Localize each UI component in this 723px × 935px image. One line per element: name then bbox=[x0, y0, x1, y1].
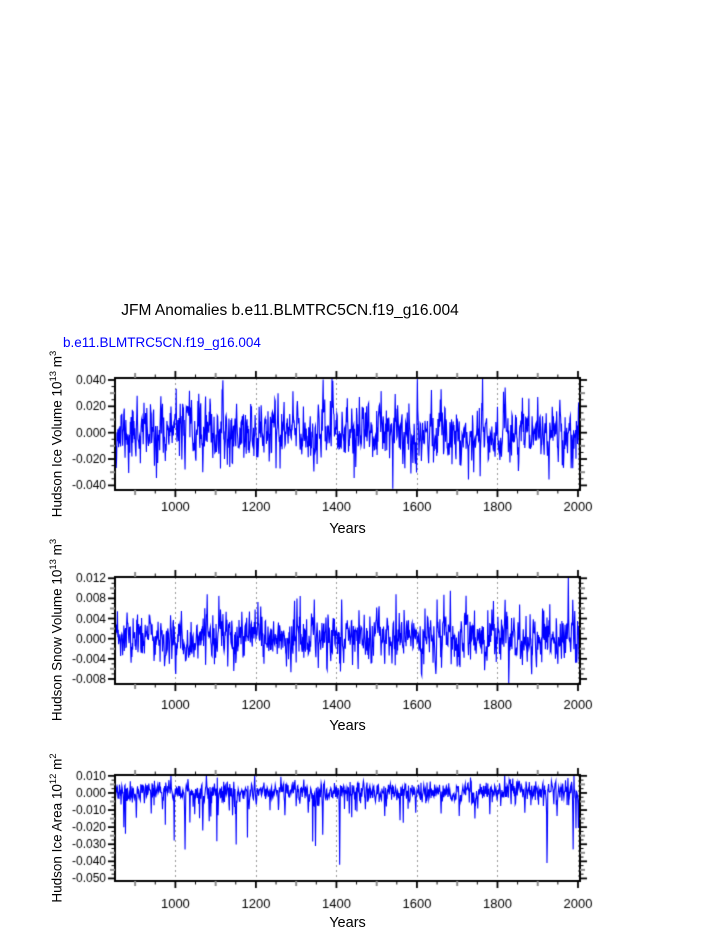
y-axis-label-ice-volume: 3 bbox=[47, 350, 59, 356]
ice-volume-chart-canvas bbox=[45, 364, 615, 524]
snow-volume-chart-canvas bbox=[45, 563, 615, 723]
y-axis-label-ice-area: 2 bbox=[47, 753, 59, 759]
legend-series-label: b.e11.BLMTRC5CN.f19_g16.004 bbox=[63, 335, 261, 350]
x-axis-label-panel2: Years bbox=[329, 718, 366, 734]
chart-title: JFM Anomalies b.e11.BLMTRC5CN.f19_g16.004 bbox=[121, 302, 459, 319]
x-axis-label-panel1: Years bbox=[329, 521, 366, 537]
ice-area-chart-canvas bbox=[45, 761, 615, 921]
x-axis-label-panel3: Years bbox=[329, 915, 366, 931]
y-axis-label-snow-volume: $m^3$ bbox=[47, 538, 65, 560]
